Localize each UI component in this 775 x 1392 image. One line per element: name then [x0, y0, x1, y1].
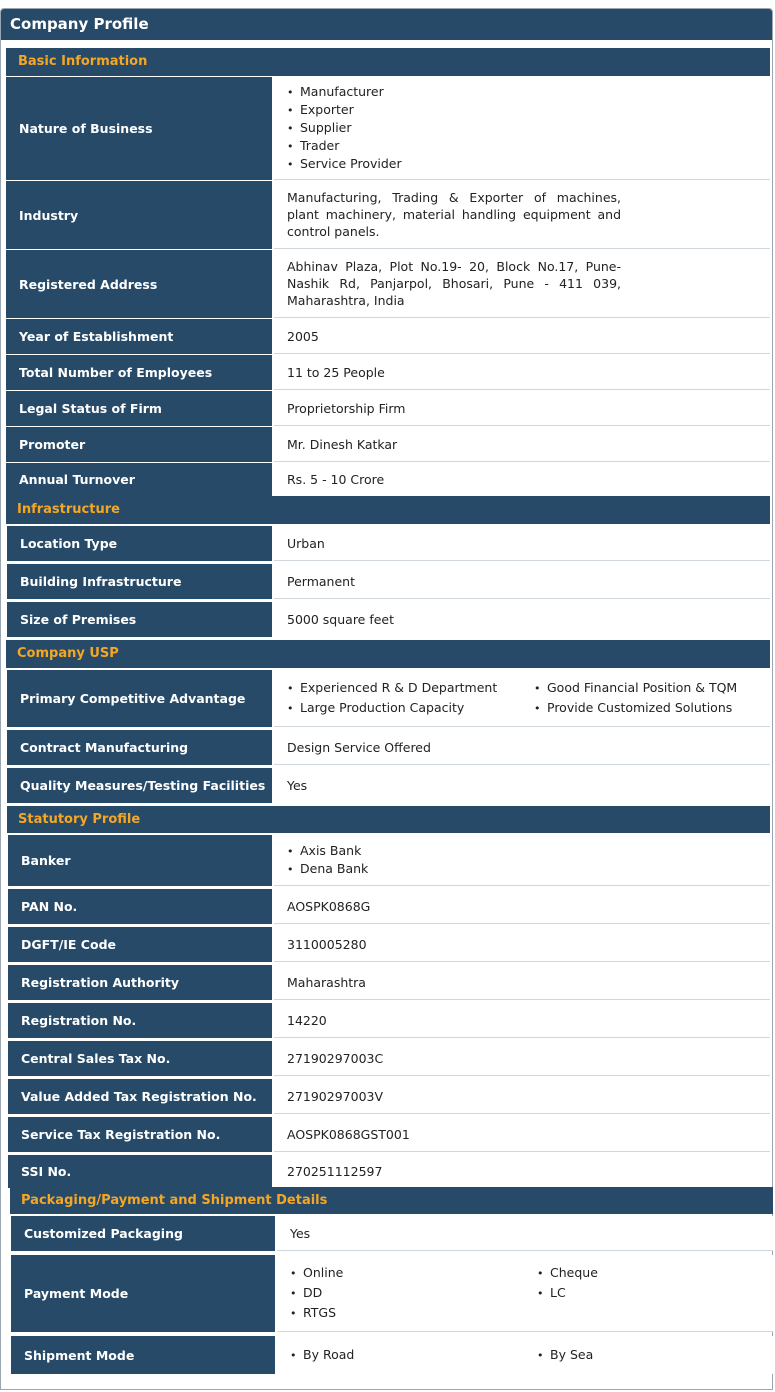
label-contract-manufacturing: Contract Manufacturing: [7, 730, 272, 765]
row-vat-registration: [8, 1079, 770, 1114]
section-statutory-profile: Statutory Profile: [7, 806, 770, 833]
label-shipment-mode: Shipment Mode: [11, 1336, 275, 1374]
value-legal-status: Proprietorship Firm: [274, 391, 770, 426]
nature-list: [287, 83, 402, 173]
list-item: • By Sea: [537, 1345, 767, 1365]
industry-text: Manufacturing, Trading & Exporter of machines, plant machinery, material handling equipment and control panels.: [287, 190, 621, 239]
list-item: • Experienced R & D Department: [287, 679, 534, 697]
value-central-sales-tax: 27190297003C: [274, 1041, 770, 1076]
list-item: • Supplier: [287, 119, 402, 137]
list-item: • Cheque: [537, 1263, 767, 1283]
list-item: • Trader: [287, 137, 402, 155]
list-item: • Large Production Capacity: [287, 699, 534, 717]
value-location-type: Urban: [274, 526, 770, 561]
row-location-type: [7, 526, 770, 561]
list-item: • Good Financial Position & TQM: [534, 679, 764, 697]
address-text: Abhinav Plaza, Plot No.19- 20, Block No.17, Pune-Nashik Rd, Panjarpol, Bhosari, Pune - 411 039, Maharashtra, India: [287, 259, 621, 308]
label-customized-packaging: Customized Packaging: [11, 1216, 275, 1251]
row-building-infrastructure: [7, 564, 770, 599]
value-annual-turnover: Rs. 5 - 10 Crore: [274, 463, 770, 496]
payment-list: [290, 1263, 767, 1323]
row-industry: [6, 181, 770, 249]
label-registration-authority: Registration Authority: [8, 965, 272, 1000]
value-industry: [274, 181, 770, 249]
list-item: • LC: [537, 1283, 767, 1303]
list-item: • Provide Customized Solutions: [534, 699, 764, 717]
label-annual-turnover: Annual Turnover: [6, 463, 272, 496]
row-pan-no: [8, 889, 770, 924]
banker-list: [287, 842, 368, 878]
value-registration-authority: Maharashtra: [274, 965, 770, 1000]
row-contract-manufacturing: [7, 730, 770, 765]
label-dgft-ie-code: DGFT/IE Code: [8, 927, 272, 962]
row-payment-mode: [11, 1255, 773, 1332]
label-competitive-advantage: Primary Competitive Advantage: [7, 670, 272, 727]
value-year-of-establishment: 2005: [274, 319, 770, 354]
value-nature-of-business: [274, 77, 770, 180]
label-quality-measures: Quality Measures/Testing Facilities: [7, 768, 272, 803]
row-service-tax-registration: [8, 1117, 770, 1152]
list-item: • Exporter: [287, 101, 402, 119]
shipment-list: [290, 1345, 767, 1365]
row-customized-packaging: [11, 1216, 773, 1251]
value-payment-mode: [277, 1255, 773, 1332]
label-industry: Industry: [6, 181, 272, 249]
list-item: • Dena Bank: [287, 860, 368, 878]
label-nature-of-business: Nature of Business: [6, 77, 272, 180]
section-company-usp: Company USP: [6, 640, 770, 668]
list-item: • Axis Bank: [287, 842, 368, 860]
value-quality-measures: Yes: [274, 768, 770, 803]
row-registered-address: [6, 250, 770, 318]
list-item: • By Road: [290, 1345, 537, 1365]
row-registration-no: [8, 1003, 770, 1038]
value-total-employees: 11 to 25 People: [274, 355, 770, 390]
row-legal-status: [6, 391, 770, 426]
page-title: Company Profile: [1, 9, 772, 40]
row-total-employees: [6, 355, 770, 390]
value-size-of-premises: 5000 square feet: [274, 602, 770, 637]
value-service-tax-registration: AOSPK0868GST001: [274, 1117, 770, 1152]
value-building-infrastructure: Permanent: [274, 564, 770, 599]
value-dgft-ie-code: 3110005280: [274, 927, 770, 962]
value-competitive-advantage: [274, 670, 770, 727]
label-building-infrastructure: Building Infrastructure: [7, 564, 272, 599]
value-customized-packaging: Yes: [277, 1216, 773, 1251]
section-packaging-payment-shipment: Packaging/Payment and Shipment Details: [10, 1187, 773, 1214]
label-banker: Banker: [8, 835, 272, 886]
list-item: • Service Provider: [287, 155, 402, 173]
row-year-of-establishment: [6, 319, 770, 354]
row-ssi-no: [8, 1155, 770, 1188]
value-banker: [274, 835, 770, 886]
list-item: • Manufacturer: [287, 83, 402, 101]
label-pan-no: PAN No.: [8, 889, 272, 924]
list-item: • Online: [290, 1263, 537, 1283]
row-promoter: [6, 427, 770, 462]
value-registration-no: 14220: [274, 1003, 770, 1038]
list-item: • DD: [290, 1283, 537, 1303]
label-vat-registration: Value Added Tax Registration No.: [8, 1079, 272, 1114]
label-registered-address: Registered Address: [6, 250, 272, 318]
value-ssi-no: 270251112597: [274, 1155, 770, 1188]
row-dgft-ie-code: [8, 927, 770, 962]
label-size-of-premises: Size of Premises: [7, 602, 272, 637]
row-annual-turnover: [6, 463, 770, 496]
value-shipment-mode: [277, 1336, 773, 1374]
row-competitive-advantage: [7, 670, 770, 727]
value-registered-address: [274, 250, 770, 318]
label-service-tax-registration: Service Tax Registration No.: [8, 1117, 272, 1152]
value-vat-registration: 27190297003V: [274, 1079, 770, 1114]
label-legal-status: Legal Status of Firm: [6, 391, 272, 426]
label-registration-no: Registration No.: [8, 1003, 272, 1038]
row-banker: [8, 835, 770, 886]
row-nature-of-business: [6, 77, 770, 180]
advantage-list: [287, 679, 764, 717]
list-item: • RTGS: [290, 1303, 537, 1323]
label-payment-mode: Payment Mode: [11, 1255, 275, 1332]
label-promoter: Promoter: [6, 427, 272, 462]
value-pan-no: AOSPK0868G: [274, 889, 770, 924]
row-shipment-mode: [11, 1336, 773, 1374]
label-central-sales-tax: Central Sales Tax No.: [8, 1041, 272, 1076]
row-size-of-premises: [7, 602, 770, 637]
section-infrastructure: Infrastructure: [6, 496, 770, 524]
row-central-sales-tax: [8, 1041, 770, 1076]
label-location-type: Location Type: [7, 526, 272, 561]
section-basic-information: Basic Information: [6, 48, 770, 76]
label-year-of-establishment: Year of Establishment: [6, 319, 272, 354]
label-total-employees: Total Number of Employees: [6, 355, 272, 390]
row-quality-measures: [7, 768, 770, 803]
value-promoter: Mr. Dinesh Katkar: [274, 427, 770, 462]
label-ssi-no: SSI No.: [8, 1155, 272, 1188]
row-registration-authority: [8, 965, 770, 1000]
value-contract-manufacturing: Design Service Offered: [274, 730, 770, 765]
